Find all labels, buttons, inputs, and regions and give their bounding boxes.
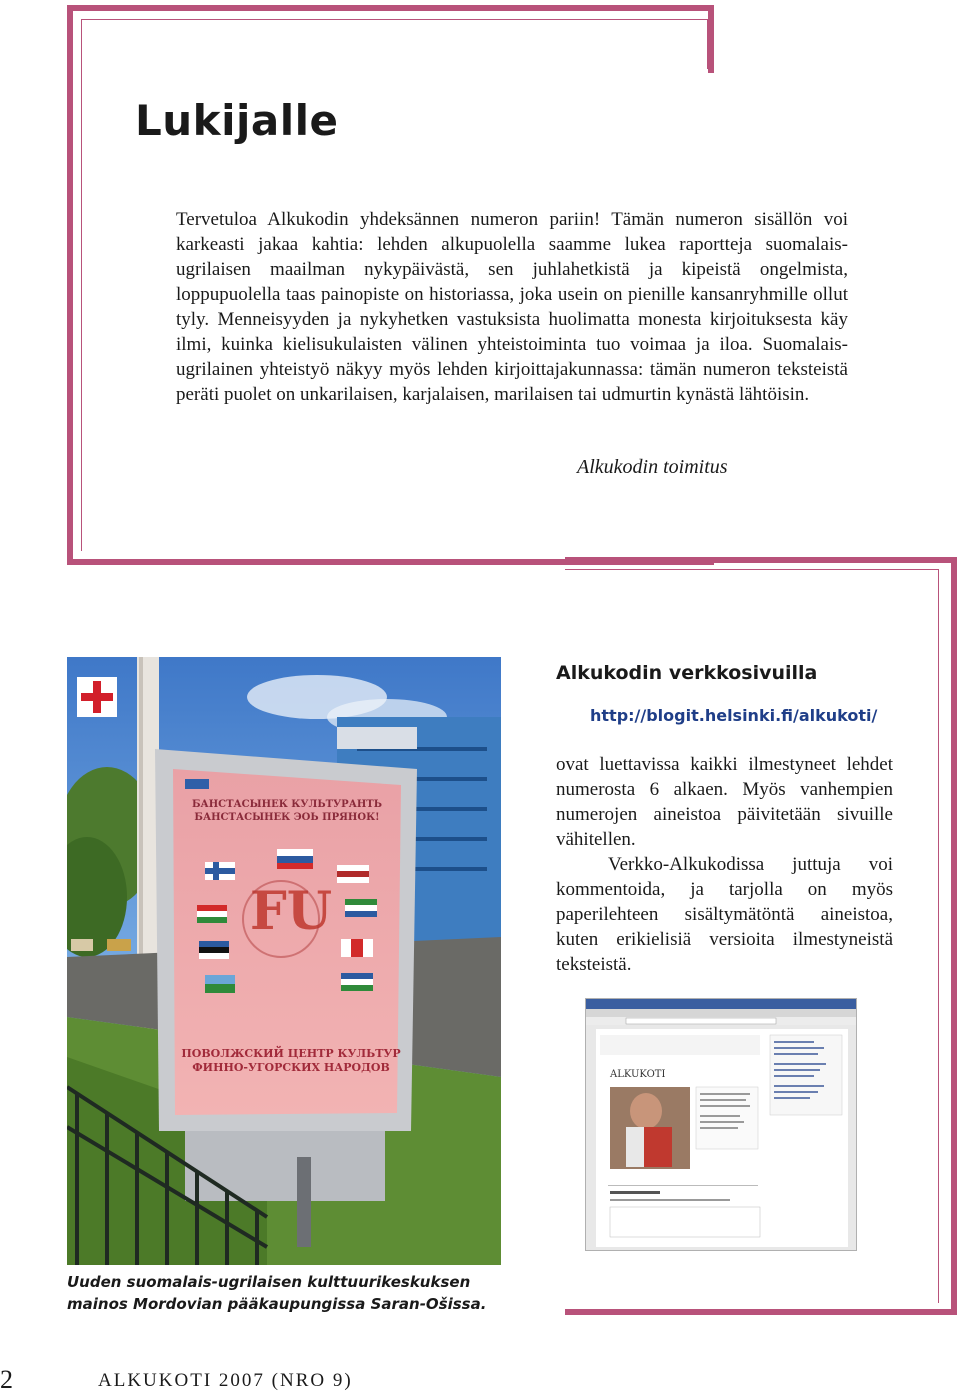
- poster-text: БАНСТАСЫНЕК ЭОЬ ПРЯНОК!: [194, 812, 380, 823]
- frame-inner-top: [565, 569, 939, 570]
- frame-right-border: [951, 557, 957, 1315]
- frame-inner-right: [707, 19, 708, 69]
- page-title: Lukijalle: [135, 96, 339, 145]
- publication-footer: ALKUKOTI 2007 (NRO 9): [98, 1370, 353, 1391]
- photo-caption: Uuden suomalais-ugrilaisen kulttuurikeskuksen mainos Mordovian pääkaupungissa Saran-Ošissa.: [67, 1273, 487, 1313]
- web-url-link[interactable]: http://blogit.helsinki.fi/alkukoti/: [590, 706, 878, 725]
- web-heading: Alkukodin verkkosivuilla: [556, 662, 818, 684]
- frame-left-border: [67, 5, 73, 565]
- poster-text: БАНСТАСЫНЕК КУЛЬТУРАНТЬ: [192, 799, 382, 810]
- screenshot-masthead: ALKUKOTI: [610, 1069, 666, 1080]
- poster-text: ФИННО-УГОРСКИХ НАРОДОВ: [192, 1061, 390, 1074]
- web-paragraph: Verkko-Alkukodissa juttuja voi kommentoida, ja tarjolla on myös paperilehteen sisältymätöntä aineistoa, kuten erikielisiä versioita ilmestyneistä teksteistä.: [556, 854, 893, 975]
- street-photo: [67, 657, 501, 1265]
- frame-bottom-border: [565, 1309, 957, 1315]
- website-screenshot: [585, 998, 857, 1251]
- web-paragraph: ovat luettavissa kaikki ilmestyneet lehdet numerosta 6 alkaen. Myös vanhempien numerojen aineistoa päivitetään sivuille vähitellen.: [556, 754, 893, 850]
- frame-top-border: [67, 5, 714, 11]
- frame-inner-left: [81, 19, 82, 551]
- poster-logo: FU: [249, 881, 333, 942]
- frame-inner-top: [81, 19, 708, 20]
- intro-text: Tervetuloa Alkukodin yhdeksännen numeron pariin! Tämän numeron sisällön voi karkeasti jakaa kahtia: lehden alkupuolella saamme lukea raportteja suomalais-ugrilaisen maailman nykypäivästä, sen juhlahetkistä ja kipeistä ongelmista, loppupuolella taas painopiste on historiassa, joka usein on pienille kansanryhmille ollut tyly. Menneisyyden ja nykyhetken vastuksista huolimatta monesta kirjoituksesta käy ilmi, kuinka kielisukulaisten välinen yhteistoiminta tuo voimaa ja iloa. Suomalais-ugrilainen yhteistyö näkyy myös lehden kirjoittajakunnassa: tämän numeron teksteistä peräti puolet on unkarilaisen, karjalaisen, marilaisen tai udmurtin kynästä lähtöisin.: [176, 209, 848, 405]
- frame-inner-right: [938, 569, 939, 1303]
- signature: Alkukodin toimitus: [577, 456, 728, 478]
- frame-right-border: [708, 5, 714, 73]
- page-number: 2: [0, 1365, 13, 1394]
- web-text: [556, 752, 893, 977]
- frame-top-border: [565, 557, 957, 563]
- poster-text: ПОВОЛЖСКИЙ ЦЕНТР КУЛЬТУР: [181, 1047, 401, 1060]
